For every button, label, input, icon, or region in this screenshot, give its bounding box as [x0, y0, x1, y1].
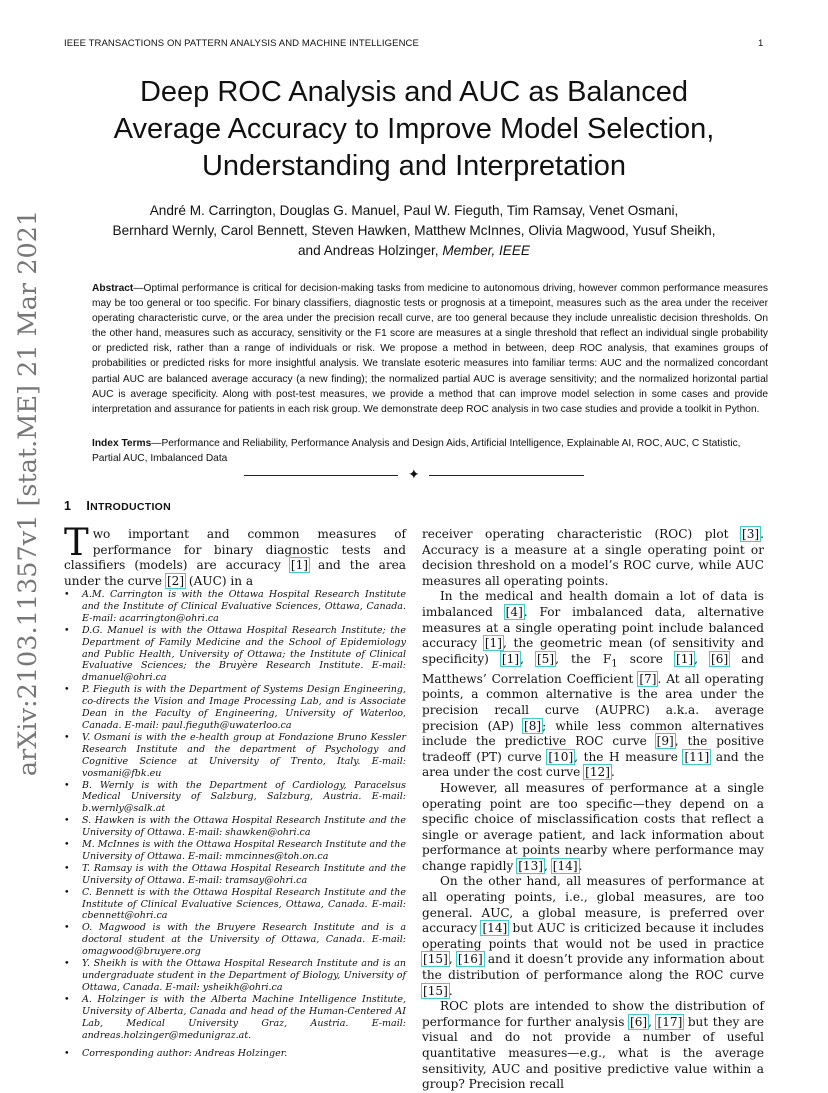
text-run: . At all operating points, a common alternative is the area under the precision recall curve (AUPRC) a.k.a. average precision (AP): [422, 671, 764, 733]
text-run: ; while less common alternatives include the predictive ROC curve: [422, 718, 764, 749]
affiliation-item: • V. Osmani is with the e-health group at Fondazione Bruno Kessler Research Institute and the department of Psychology and Cognitive Science at University of Trento, Italy. E-mail: vosmani@fbk.eu: [64, 732, 406, 780]
citation-1[interactable]: [1]: [484, 636, 502, 651]
abstract: [92, 281, 768, 417]
text-run: ,: [544, 858, 552, 873]
left-column-text: [64, 521, 406, 589]
section-heading: [64, 499, 171, 513]
affiliation-item: • S. Hawken is with the Ottawa Hospital Research Institute and the University of Ottawa. E-mail: shawken@ohri.ca: [64, 815, 406, 839]
text-run: ,: [694, 651, 711, 666]
text-run: and the area under the curve: [64, 558, 406, 588]
title-line-3: Understanding and Interpretation: [201, 150, 626, 182]
divider-glyph: ✦: [408, 467, 420, 483]
affiliation-item: • A. Holzinger is with the Alberta Machine Intelligence Institute, University of Alberta, Canada and head of the Human-Centered AI Lab, Medical University Graz, Austria. E-mail: andreas.holzinger@medunigraz.at.: [64, 994, 406, 1042]
affiliation-item: • O. Magwood is with the Bruyere Research Institute and is a doctoral student at the University of Ottawa, Canada. E-mail: omagwood@bruyere.org: [64, 922, 406, 958]
text-run: but AUC is criticized because it includes operating points that would not be used in practice: [422, 921, 764, 951]
member-ieee: Member, IEEE: [442, 243, 530, 258]
citation-1[interactable]: [1]: [501, 651, 520, 666]
citation-6[interactable]: [6]: [711, 651, 729, 666]
citation-4[interactable]: [4]: [505, 604, 523, 619]
corresponding-author: • Corresponding author: Andreas Holzinger.: [64, 1048, 406, 1060]
affiliation-item: • P. Fieguth is with the Department of Systems Design Engineering, co-directs the Vision and Image Processing Lab, and is Associate Dean in the Faculty of Engineering, University of Waterloo, Canada. E-mail: paul.fieguth@uwaterloo.ca: [64, 684, 406, 732]
index-terms: [92, 436, 768, 466]
citation-3[interactable]: [3]: [742, 527, 760, 541]
affiliation-item: • Y. Sheikh is with the Ottawa Hospital Research Institute and is an undergraduate student in the Department of Biology, University of Ottawa, Canada. E-mail: ysheikh@ohri.ca: [64, 958, 406, 994]
text-run: In the medical and health domain a lot of data is imbalanced: [422, 589, 764, 619]
text-run: receiver operating characteristic (ROC) plot: [422, 527, 741, 541]
paper-title: [60, 74, 768, 185]
citation-6[interactable]: [6]: [629, 1014, 648, 1029]
text-run: .: [610, 765, 615, 780]
citation-17[interactable]: [17]: [657, 1014, 683, 1029]
right-column-text: [422, 527, 764, 1093]
paragraph-4: [422, 874, 764, 999]
section-number: 1: [64, 499, 72, 513]
text-run: score: [617, 651, 675, 666]
section-rest: NTRODUCTION: [90, 501, 172, 513]
arxiv-stamp-text: arXiv:2103.11357v1 [stat.ME] 21 Mar 2021: [13, 209, 43, 777]
intro-paragraph: [64, 521, 406, 589]
index-terms-text: —Performance and Reliability, Performance Analysis and Design Aids, Artificial Intelligence, Explainable AI, ROC, AUC, C Statistic, Partial AUC, Imbalanced Data: [92, 438, 741, 465]
subscript: 1: [611, 658, 618, 670]
abstract-label: Abstract: [92, 283, 134, 294]
text-run: ,: [448, 952, 457, 967]
drop-cap: T: [64, 521, 89, 564]
citation-7[interactable]: [7]: [639, 671, 657, 686]
citation-14[interactable]: [14]: [482, 921, 508, 936]
authors-line-3: and Andreas Holzinger,: [298, 243, 439, 258]
text-run: On the other hand, all measures of performance at all operating points, i.e., global measures, are too general. AUC, a global measure, is preferred over accuracy: [422, 874, 764, 936]
text-run: .: [448, 983, 453, 998]
section-initial: I: [86, 499, 91, 513]
text-run: and Matthews’ Correlation Coefficient: [422, 651, 764, 686]
citation-15[interactable]: [15]: [423, 983, 448, 998]
text-run: ROC plots are intended to show the distribution of performance for further analysis: [422, 999, 764, 1029]
index-terms-label: Index Terms: [92, 438, 152, 449]
text-run: ,: [520, 651, 536, 666]
page-number: 1: [758, 38, 764, 49]
citation-1[interactable]: [1]: [676, 651, 694, 666]
divider-right: [429, 475, 584, 476]
title-line-1: Deep ROC Analysis and AUC as Balanced: [139, 76, 689, 108]
paragraph-1: [422, 527, 764, 589]
citation-13[interactable]: [13]: [518, 858, 544, 873]
text-run: . Accuracy is a measure at a single operating point or decision threshold on a model’s ROC curve, while AUC measures all operating points.: [422, 527, 764, 588]
text-run: , the H measure: [574, 749, 684, 764]
citation-5[interactable]: [5]: [536, 651, 555, 666]
paragraph-2: [422, 589, 764, 781]
citation-15[interactable]: [15]: [423, 952, 448, 967]
text-run: ,: [648, 1014, 657, 1029]
citation-2[interactable]: [2]: [166, 573, 185, 588]
text-run: , the positive tradeoff (PT) curve: [422, 734, 765, 764]
text-run: but they are visual and do not provide a number of useful quantitative measures—e.g., what is the average sensitivity, AUC and positive predictive value within a group? Precision recall: [422, 1014, 764, 1092]
citation-14[interactable]: [14]: [552, 858, 578, 873]
citation-11[interactable]: [11]: [684, 749, 710, 764]
citation-1[interactable]: [1]: [290, 558, 309, 573]
divider-left: [244, 475, 398, 476]
authors-line-1: André M. Carrington, Douglas G. Manuel, Paul W. Fieguth, Tim Ramsay, Venet Osmani,: [149, 203, 679, 218]
text-run: However, all measures of performance at a single operating point are too specific—they depend on a specific choice of misclassification costs that reflect a single or average patient, and lack information about performance at points nearby where performance may change rapidly: [422, 780, 764, 873]
citation-8[interactable]: [8]: [524, 718, 542, 733]
text-run: and the area under the cost curve: [422, 749, 764, 780]
text-run: , the geometric mean (of sensitivity and specificity): [422, 636, 764, 666]
journal-header: IEEE TRANSACTIONS ON PATTERN ANALYSIS AND MACHINE INTELLIGENCE: [64, 38, 419, 49]
author-affiliations: [64, 589, 406, 1060]
text-run: wo important and common measures of performance for binary diagnostic tests and classifiers (models) are accuracy: [64, 527, 406, 573]
affiliation-item: • T. Ramsay is with the Ottawa Hospital Research Institute and the University of Ottawa. E-mail: tramsay@ohri.ca: [64, 863, 406, 887]
citation-10[interactable]: [10]: [548, 749, 574, 764]
citation-16[interactable]: [16]: [457, 952, 483, 967]
text-run: (AUC) in a: [185, 573, 254, 588]
arxiv-stamp: [8, 209, 48, 777]
paragraph-3: [422, 781, 764, 875]
citation-9[interactable]: [9]: [656, 734, 674, 749]
affiliation-item: • A.M. Carrington is with the Ottawa Hospital Research Institute and the Institute of Clinical Evaluative Sciences, Ottawa, Canada. E-mail: acarrington@ohri.ca: [64, 589, 406, 625]
text-run: and it doesn’t provide any information about the distribution of performance along the ROC curve: [422, 952, 764, 983]
author-list: [80, 201, 748, 261]
affiliation-item: • B. Wernly is with the Department of Cardiology, Paracelsus Medical University of Salzburg, Salzburg, Austria. E-mail: b.wernly@salk.at: [64, 780, 406, 816]
citation-12[interactable]: [12]: [585, 765, 610, 780]
text-run: . For imbalanced data, alternative measures at a single operating point include balanced accuracy: [422, 604, 764, 651]
text-run: .: [578, 858, 583, 873]
affiliation-item: • D.G. Manuel is with the Ottawa Hospital Research Institute; the Department of Family Medicine and the School of Epidemiology and Public Health, University of Ottawa; the Institute of Clinical Evaluative Sciences; the Bruyère Research Institute. E-mail: dmanuel@ohri.ca: [64, 625, 406, 685]
affiliation-item: • M. McInnes is with the Ottawa Hospital Research Institute and the University of Ottawa. E-mail: mmcinnes@toh.on.ca: [64, 839, 406, 863]
authors-line-2: Bernhard Wernly, Carol Bennett, Steven Hawken, Matthew McInnes, Olivia Magwood, Yusuf Sheikh,: [112, 223, 716, 238]
abstract-text: —Optimal performance is critical for decision-making tasks from medicine to autonomous driving, however common performance measures may be too general or too specific. For binary classifiers, diagnostic tests or prognosis at a timepoint, measures such as the area under the receiver operating characteristic curve, or the area under the precision recall curve, are too general because they include unrealistic decision thresholds. On the other hand, measures such as accuracy, sensitivity or the F1 score are measures at a single threshold that reflect an individual single probability or predicted risk, rather than a range of individuals or risk. We propose a method in between, deep ROC analysis, that examines groups of probabilities or predicted risks for more insightful analysis. We translate esoteric measures into familiar terms: AUC and the normalized concordant partial AUC are balanced average accuracy (a new finding); the normalized partial AUC is average sensitivity; and the normalized horizontal partial AUC is average specificity. Along with post-test measures, we provide a method that can improve model selection in some cases and provide interpretation and assurance for patients in each risk group. We demonstrate deep ROC analysis in two case studies and provide a toolkit in Python.: [92, 283, 768, 415]
affiliation-item: • C. Bennett is with the Ottawa Hospital Research Institute and the Institute of Clinical Evaluative Sciences, Ottawa, Canada. E-mail: cbennett@ohri.ca: [64, 887, 406, 923]
text-run: , the F: [555, 651, 612, 666]
title-line-2: Average Accuracy to Improve Model Selection,: [113, 113, 715, 145]
paragraph-5: [422, 999, 764, 1093]
